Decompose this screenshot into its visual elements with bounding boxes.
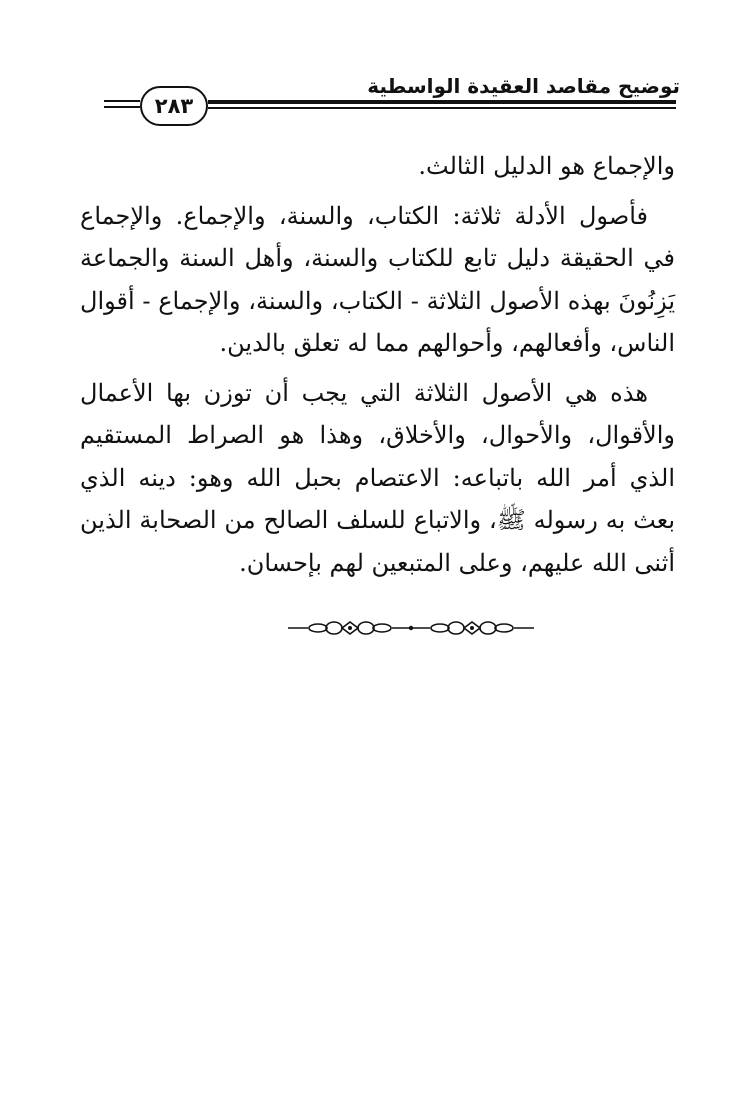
header-rule-left-bottom: [104, 106, 140, 108]
header-rule-right-thin: [208, 107, 676, 109]
paragraph: والإجماع هو الدليل الثالث.: [418, 152, 675, 180]
paragraph: فأصول الأدلة ثلاثة: الكتاب، والسنة، والإجماع. والإجماع في الحقيقة دليل تابع للكتاب والسنة، وأهل السنة والجماعة يَزِنُونَ بهذه الأصول الثلاثة - الكتاب، والسنة، والإجماع - أقوال الناس، وأفعالهم، وأحوالهم مما له تعلق بالدين.: [80, 201, 675, 357]
book-title: توضيح مقاصد العقيدة الواسطية: [367, 74, 680, 98]
decorative-divider-icon: [286, 618, 536, 638]
page-number-badge: [140, 86, 208, 126]
page-header: [0, 0, 754, 130]
paragraph: هذه هي الأصول الثلاثة التي يجب أن توزن بها الأعمال والأقوال، والأحوال، والأخلاق، وهذا هو الصراط المستقيم الذي أمر الله باتباعه: الاعتصام بحبل الله وهو: دينه الذي بعث به رسوله ﷺ، والاتباع للسلف الصالح من الصحابة الذين أثنى الله عليهم، وعلى المتبعين لهم بإحسان.: [80, 378, 675, 577]
header-rule-left-top: [104, 100, 140, 102]
page-number: ٢٨٣: [154, 94, 194, 118]
header-rule-right-thick: [208, 100, 676, 104]
body-text: [80, 145, 675, 584]
